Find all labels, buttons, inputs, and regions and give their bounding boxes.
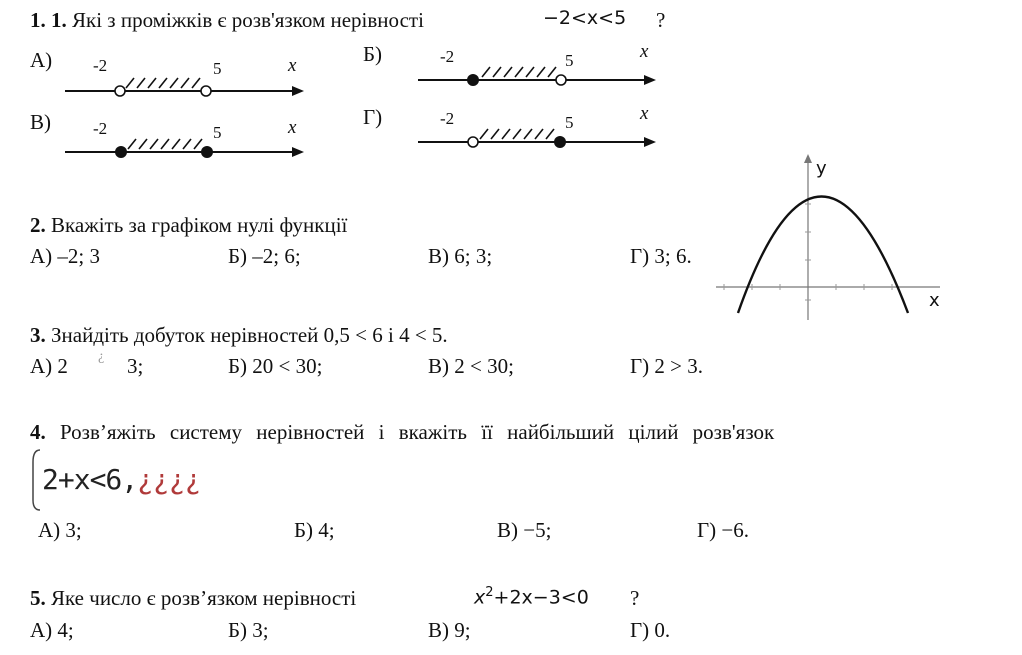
inequality-rest: +2x−3<0	[493, 586, 589, 609]
q2-option-a[interactable]: А) –2; 3	[30, 244, 100, 268]
inequality-exponent: 2	[485, 585, 494, 600]
q5-option-c[interactable]: В) 9;	[428, 618, 471, 642]
q2-option-c[interactable]: В) 6; 3;	[428, 244, 493, 268]
system-inequality-tail: ¿¿¿¿	[137, 463, 201, 496]
q1-option-a-label[interactable]: А)	[30, 48, 53, 72]
q5-option-a[interactable]: А) 4;	[30, 618, 74, 642]
question-1-inequality: −2<x<5	[543, 7, 627, 29]
question-1-question-mark: ?	[656, 8, 666, 32]
question-2-number: 2.	[30, 213, 46, 237]
system-inequality-main: 2+x<6,	[42, 463, 138, 496]
question-4-text: Розв’яжіть систему нерівностей і вкажіть її найбільший цілий розв'язок	[60, 420, 775, 444]
q1-option-d-label[interactable]: Г)	[363, 105, 383, 129]
q4-option-c[interactable]: В) −5;	[497, 518, 552, 542]
q3-option-c[interactable]: В) 2 < 30;	[428, 354, 514, 378]
q3-option-a-glyph: ¿	[98, 349, 105, 364]
q4-option-d[interactable]: Г) −6.	[697, 518, 749, 542]
q1-option-d-right-label: 5	[565, 113, 574, 132]
question-5-number: 5.	[30, 586, 46, 610]
q1-option-b-axis-label: x	[640, 41, 649, 62]
graph-y-label: y	[816, 158, 827, 179]
q3-option-b[interactable]: Б) 20 < 30;	[228, 354, 323, 378]
q5-option-b[interactable]: Б) 3;	[228, 618, 269, 642]
q1-option-c-right-label: 5	[213, 123, 222, 142]
system-inequality	[42, 463, 201, 496]
q2-option-b[interactable]: Б) –2; 6;	[228, 244, 301, 268]
q3-option-d[interactable]: Г) 2 > 3.	[630, 354, 703, 378]
q1-option-a-left-label: -2	[93, 56, 108, 75]
q1-option-b-label[interactable]: Б)	[363, 42, 383, 66]
q1-option-d-left-label: -2	[440, 109, 455, 128]
question-5-inequality	[474, 586, 589, 607]
question-5-question-mark: ?	[630, 586, 640, 610]
q1-option-c-label[interactable]: В)	[30, 110, 51, 134]
q1-option-b-left-label: -2	[440, 47, 455, 66]
q4-option-b[interactable]: Б) 4;	[294, 518, 335, 542]
question-5	[30, 588, 356, 609]
question-2-text: Вкажіть за графіком нулі функції	[51, 213, 348, 237]
question-1-number: 1. 1.	[30, 8, 67, 32]
q2-option-d[interactable]: Г) 3; 6.	[630, 244, 692, 268]
q1-option-a-axis-label: x	[288, 55, 297, 76]
q4-option-a[interactable]: А) 3;	[38, 518, 82, 542]
q3-option-a[interactable]: А) 2	[30, 354, 68, 378]
q1-option-b-right-label: 5	[565, 51, 574, 70]
question-5-text: Яке число є розв’язком нерівності	[51, 586, 357, 610]
q1-option-a-right-label: 5	[213, 59, 222, 78]
question-3-text: Знайдіть добуток нерівностей 0,5 < 6 і 4 < 5.	[51, 323, 448, 347]
question-4-number: 4.	[30, 420, 46, 444]
q1-option-c-axis-label: x	[288, 117, 297, 138]
q3-option-a-value: 3;	[127, 354, 144, 378]
graph-x-label: x	[929, 290, 940, 311]
inequality-variable: x	[474, 586, 486, 609]
question-1-text: Які з проміжків є розв'язком нерівності	[72, 8, 424, 32]
q1-option-c-left-label: -2	[93, 119, 108, 138]
q1-option-d-axis-label: x	[640, 103, 649, 124]
question-3-number: 3.	[30, 323, 46, 347]
q5-option-d[interactable]: Г) 0.	[630, 618, 671, 642]
